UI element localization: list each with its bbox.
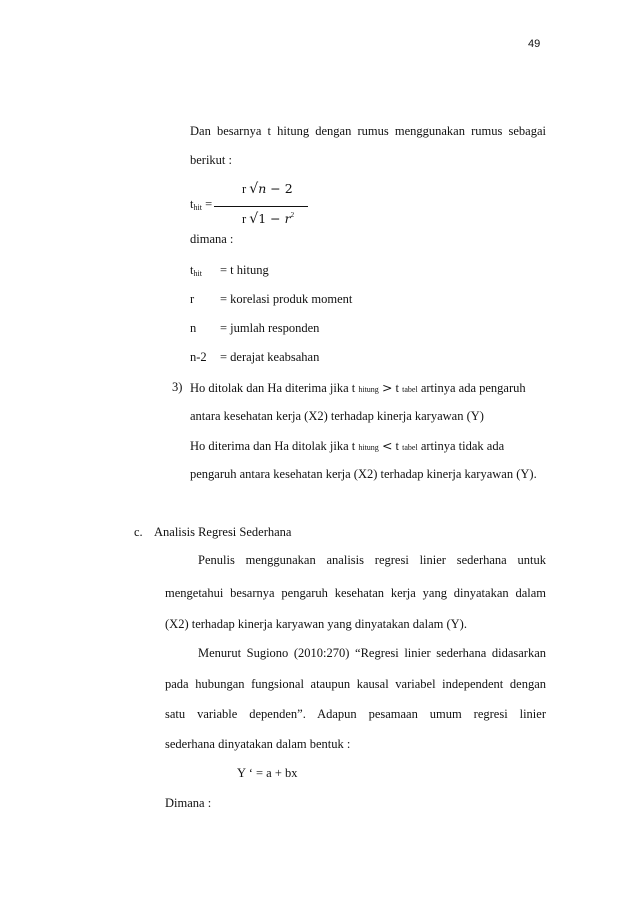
formula-lhs <box>190 197 212 212</box>
intro-line-2: berikut : <box>190 153 233 167</box>
definition-symbol <box>190 263 202 278</box>
definition-symbol-sub: hit <box>193 269 202 278</box>
item-3-line-3-op: < <box>381 438 393 453</box>
formula-den-r: r <box>242 212 247 226</box>
formula-denominator <box>242 211 294 227</box>
section-c-marker: c. <box>134 525 143 539</box>
regression-equation: Y ‘ = a + bx <box>237 766 298 780</box>
item-3-line-1-op: > <box>381 380 393 395</box>
section-c-p2-line-2: pada hubungan fungsional ataupun kausal variabel independent dengan <box>165 677 546 691</box>
item-3-line-1-b: artinya ada pengaruh <box>420 381 526 395</box>
intro-line-1: Dan besarnya t hitung dengan rumus menggunakan rumus sebagai <box>190 124 546 138</box>
sqrt-symbol-2: √ <box>249 211 259 227</box>
item-3-line-3-sub-2: tabel <box>402 443 418 452</box>
page-number: 49 <box>528 38 541 50</box>
section-c-p2-line-1: Menurut Sugiono (2010:270) “Regresi linier sederhana didasarkan <box>198 646 546 660</box>
definition-symbol: n-2 <box>190 350 207 364</box>
definition-desc: = derajat keabsahan <box>220 350 320 364</box>
definition-desc: = korelasi produk moment <box>220 292 353 306</box>
item-3-line-3-b: artinya tidak ada <box>420 439 505 453</box>
item-3-line-1-a: Ho ditolak dan Ha diterima jika t <box>190 381 356 395</box>
item-3-marker: 3) <box>172 380 183 394</box>
formula-lhs-t: t <box>190 197 194 211</box>
fraction-line <box>214 206 308 207</box>
item-3-line-2: antara kesehatan kerja (X2) terhadap kinerja karyawan (Y) <box>190 409 484 423</box>
section-c-title: Analisis Regresi Sederhana <box>154 525 292 539</box>
definition-symbol: n <box>190 321 197 335</box>
definition-symbol-base: t <box>190 263 194 277</box>
item-3-line-1-t: t <box>395 381 400 395</box>
formula-den-sup: 2 <box>290 211 295 219</box>
item-3-line-3-a: Ho diterima dan Ha ditolak jika t <box>190 439 356 453</box>
sqrt-symbol: √ <box>249 181 259 197</box>
dimana-label-1: dimana : <box>190 232 234 246</box>
section-c-p1-line-2: mengetahui besarnya pengaruh kesehatan kerja yang dinyatakan dalam <box>165 586 546 600</box>
formula-den-one: 1 − <box>258 211 285 226</box>
item-3-line-1-sub-2: tabel <box>402 385 418 394</box>
section-c-p1-line-1: Penulis menggunakan analisis regresi linier sederhana untuk <box>198 553 546 567</box>
section-c-p1-line-3: (X2) terhadap kinerja karyawan yang dinyatakan dalam (Y). <box>165 617 467 631</box>
formula-num-rest: − 2 <box>266 181 293 196</box>
item-3-line-3-sub: hitung <box>358 443 379 452</box>
formula-num-r: r <box>242 182 247 196</box>
formula-num-n: n <box>258 181 267 196</box>
item-3-line-1 <box>190 380 526 396</box>
section-c-p2-line-3: satu variable dependen”. Adapun pesamaan umum regresi linier <box>165 707 546 721</box>
formula-lhs-sub: hit <box>193 203 202 212</box>
item-3-line-3 <box>190 438 504 454</box>
formula-numerator <box>242 181 293 197</box>
item-3-line-4: pengaruh antara kesehatan kerja (X2) terhadap kinerja karyawan (Y). <box>190 467 537 481</box>
formula-equals: = <box>205 197 213 211</box>
definition-desc: = jumlah responden <box>220 321 320 335</box>
formula-den-r-var: r <box>284 211 291 226</box>
section-c-p2-line-4: sederhana dinyatakan dalam bentuk : <box>165 737 351 751</box>
item-3-line-1-sub: hitung <box>358 385 379 394</box>
dimana-label-2: Dimana : <box>165 796 212 810</box>
definition-symbol: r <box>190 292 195 306</box>
item-3-line-3-t: t <box>395 439 400 453</box>
definition-desc: = t hitung <box>220 263 269 277</box>
